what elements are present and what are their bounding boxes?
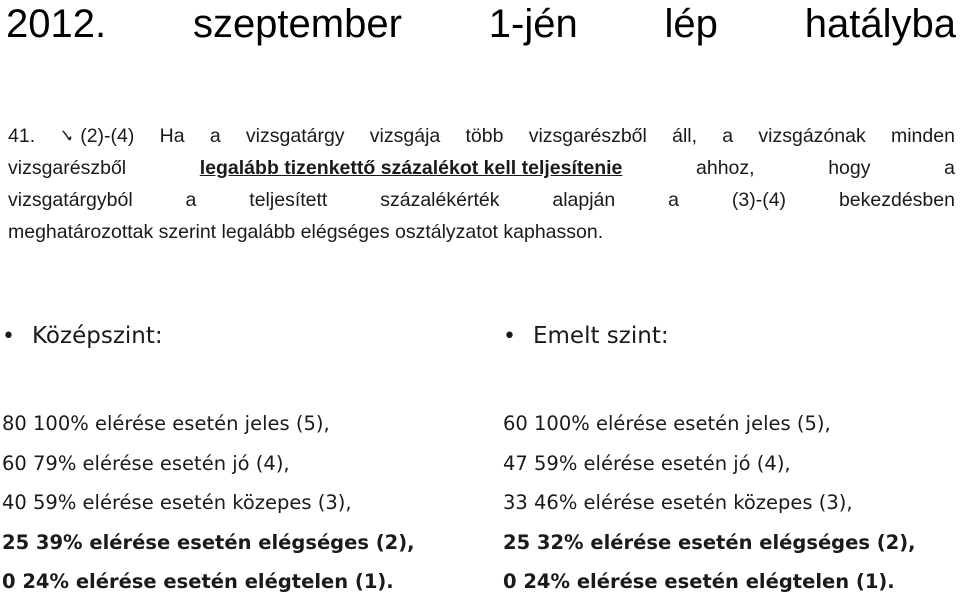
- grade-row: 80 100% elérése esetén jeles (5),: [2, 412, 330, 435]
- checkmark-bullet-icon: ✓: [59, 126, 75, 146]
- paragraph-word: hogy: [828, 157, 871, 179]
- mid-level-grade-list: [2, 404, 415, 602]
- paragraph-word: áll,: [672, 125, 698, 147]
- advanced-level-heading-label: Emelt szint:: [533, 323, 669, 349]
- paragraph-line-1: [8, 120, 955, 152]
- paragraph-line-3: [8, 184, 955, 216]
- paragraph-word: a: [185, 189, 197, 211]
- grade-row: 25 39% elérése esetén elégséges (2),: [2, 530, 415, 554]
- paragraph-word: minden: [890, 125, 955, 147]
- title-word: szeptember: [192, 2, 402, 46]
- paragraph-word: bekezdésben: [838, 189, 955, 211]
- paragraph-word: vizsgája: [369, 125, 441, 147]
- paragraph-word: vizsgázónak: [758, 125, 866, 147]
- paragraph-line-4: meghatározottak szerint legalább elégséges osztályzatot kaphasson.: [8, 221, 604, 243]
- advanced-level-heading: [503, 318, 669, 355]
- paragraph-word: a: [722, 125, 734, 147]
- paragraph-word: vizsgatárgy: [245, 125, 345, 147]
- grade-row: 0 24% elérése esetén elégtelen (1).: [503, 570, 895, 593]
- grade-row: 25 32% elérése esetén elégséges (2),: [503, 530, 916, 554]
- paragraph-word: a: [944, 157, 955, 179]
- paragraph-word: százalékérték: [380, 189, 500, 211]
- grade-row: 0 24% elérése esetén elégtelen (1).: [2, 570, 394, 593]
- paragraph-word: ahhoz,: [696, 157, 755, 179]
- paragraph-word: a: [209, 125, 221, 147]
- paragraph-word: (3)-(4): [731, 189, 787, 211]
- grade-row: 47 59% elérése esetén jó (4),: [503, 451, 791, 475]
- grade-row: 33 46% elérése esetén közepes (3),: [503, 491, 853, 514]
- title-word: 1-jén: [488, 2, 578, 46]
- bullet-icon: •: [2, 324, 15, 349]
- paragraph-word: vizsgatárgyból: [8, 189, 133, 211]
- title-word: hatályba: [804, 2, 956, 46]
- page-title: [6, 0, 956, 48]
- bullet-icon: •: [503, 324, 516, 349]
- paragraph-lead: [8, 120, 134, 152]
- paragraph-number: 41.: [8, 125, 36, 147]
- advanced-level-grade-list: [503, 404, 916, 602]
- title-word: 2012.: [6, 2, 107, 46]
- paragraph-word: alapján: [552, 189, 616, 211]
- emphasized-requirement: legalább tizenkettő százalékot kell teljesítenie: [199, 157, 623, 179]
- paragraph-line-2: [8, 152, 955, 184]
- mid-level-heading: [2, 318, 163, 355]
- regulation-paragraph: [8, 120, 955, 248]
- paragraph-word: Ha: [159, 125, 185, 147]
- paragraph-word: a: [668, 189, 679, 211]
- paragraph-word: (2)-(4): [80, 125, 135, 147]
- paragraph-word: teljesített: [249, 189, 328, 211]
- paragraph-word: vizsgarészből: [528, 125, 647, 147]
- mid-level-heading-label: Középszint:: [32, 323, 163, 349]
- grade-row: 60 100% elérése esetén jeles (5),: [503, 412, 831, 435]
- grade-row: 60 79% elérése esetén jó (4),: [2, 451, 290, 475]
- paragraph-word: vizsgarészből: [8, 157, 127, 179]
- title-word: lép: [664, 2, 718, 46]
- grade-row: 40 59% elérése esetén közepes (3),: [2, 491, 352, 514]
- paragraph-word: több: [465, 125, 504, 147]
